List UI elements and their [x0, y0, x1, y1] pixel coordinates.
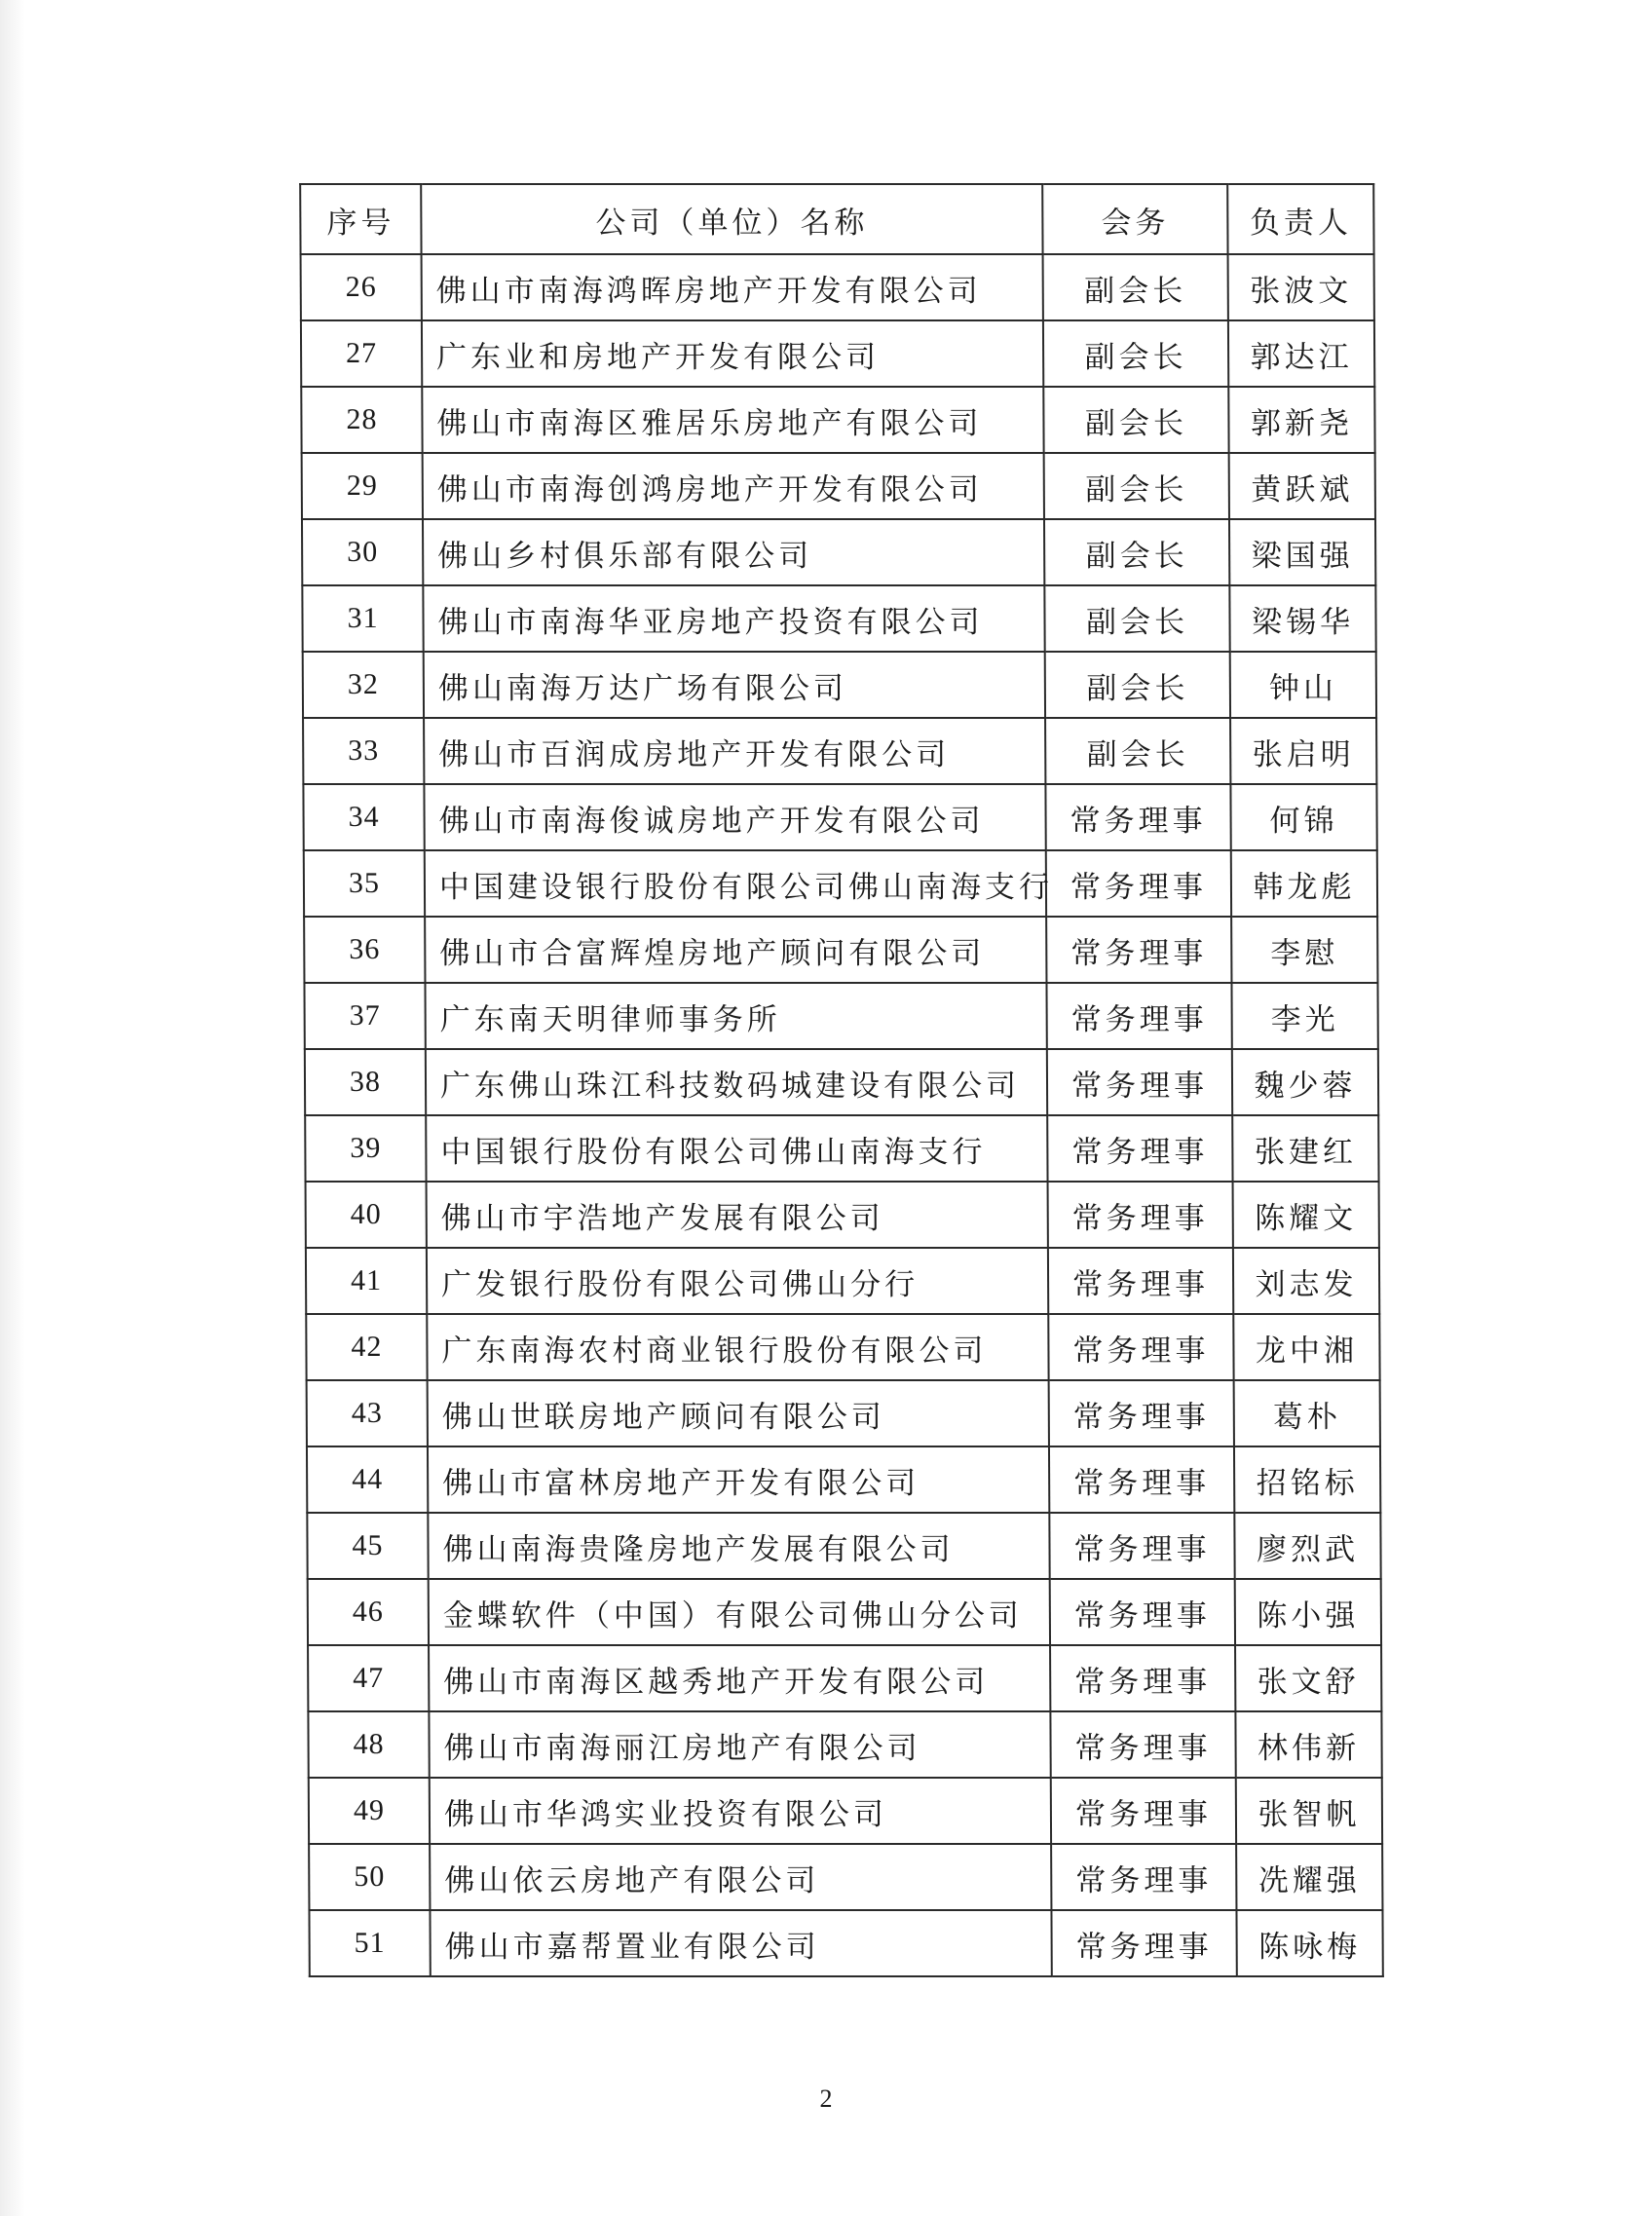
table-row [303, 718, 1376, 784]
serial-number-cell: 50 [309, 1844, 430, 1910]
serial-number-cell: 49 [309, 1778, 430, 1844]
table-row [304, 850, 1377, 917]
person-in-charge-cell: 陈耀文 [1233, 1182, 1379, 1248]
table-row [301, 320, 1374, 387]
table-row [304, 983, 1377, 1049]
association-role-cell: 常务理事 [1049, 1380, 1234, 1446]
association-role-cell: 常务理事 [1048, 1248, 1233, 1314]
association-role-cell: 常务理事 [1047, 1115, 1232, 1182]
company-name-cell: 佛山乡村俱乐部有限公司 [423, 519, 1044, 585]
serial-number-cell: 46 [308, 1579, 429, 1645]
association-role-cell: 副会长 [1043, 320, 1228, 387]
association-role-cell: 常务理事 [1049, 1513, 1234, 1579]
association-role-cell: 常务理事 [1051, 1844, 1236, 1910]
serial-number-cell: 37 [304, 983, 425, 1049]
association-role-cell: 常务理事 [1046, 983, 1231, 1049]
person-in-charge-cell: 张启明 [1230, 718, 1376, 784]
serial-number-cell: 42 [306, 1314, 427, 1380]
table-row [302, 519, 1375, 585]
table-row [309, 1910, 1382, 1976]
serial-number-cell: 31 [302, 585, 423, 652]
table-row [305, 1049, 1378, 1115]
serial-number-cell: 28 [301, 387, 422, 453]
company-name-cell: 佛山南海万达广场有限公司 [424, 652, 1045, 718]
serial-number-cell: 41 [306, 1248, 427, 1314]
person-in-charge-cell: 张智帆 [1236, 1778, 1382, 1844]
association-role-cell: 常务理事 [1048, 1182, 1233, 1248]
table-row [307, 1446, 1380, 1513]
scan-edge [0, 0, 25, 2216]
table-row [306, 1314, 1379, 1380]
header-person-in-charge: 负责人 [1227, 184, 1373, 254]
serial-number-cell: 26 [301, 254, 422, 320]
table-row [306, 1248, 1379, 1314]
person-in-charge-cell: 陈小强 [1235, 1579, 1381, 1645]
serial-number-cell: 30 [302, 519, 423, 585]
table-row [309, 1778, 1382, 1844]
table-row [307, 1380, 1380, 1446]
person-in-charge-cell: 郭新尧 [1228, 387, 1374, 453]
person-in-charge-cell: 冼耀强 [1236, 1844, 1382, 1910]
table-row [301, 254, 1374, 320]
association-role-cell: 副会长 [1043, 387, 1228, 453]
association-role-cell: 常务理事 [1046, 850, 1231, 917]
table-row [308, 1711, 1381, 1778]
company-name-cell: 佛山市嘉帮置业有限公司 [430, 1910, 1051, 1976]
person-in-charge-cell: 张文舒 [1235, 1645, 1381, 1711]
person-in-charge-cell: 李慰 [1231, 917, 1377, 983]
table-row [303, 784, 1376, 850]
serial-number-cell: 27 [301, 320, 422, 387]
table-row [305, 1115, 1378, 1182]
table-row [309, 1844, 1382, 1910]
association-role-cell: 常务理事 [1051, 1778, 1236, 1844]
company-name-cell: 佛山市宇浩地产发展有限公司 [427, 1182, 1048, 1248]
serial-number-cell: 32 [303, 652, 424, 718]
company-name-cell: 佛山市南海鸿晖房地产开发有限公司 [422, 254, 1043, 320]
company-name-cell: 佛山南海贵隆房地产发展有限公司 [428, 1513, 1049, 1579]
association-role-cell: 常务理事 [1050, 1711, 1235, 1778]
association-role-cell: 副会长 [1044, 585, 1229, 652]
person-in-charge-cell: 葛朴 [1234, 1380, 1380, 1446]
association-role-cell: 常务理事 [1050, 1645, 1235, 1711]
header-company-name: 公司（单位）名称 [421, 184, 1042, 254]
serial-number-cell: 38 [305, 1049, 426, 1115]
serial-number-cell: 33 [303, 718, 424, 784]
serial-number-cell: 35 [304, 850, 425, 917]
table-row [301, 387, 1374, 453]
serial-number-cell: 45 [307, 1513, 428, 1579]
association-role-cell: 副会长 [1044, 519, 1229, 585]
serial-number-cell: 40 [306, 1182, 427, 1248]
person-in-charge-cell: 梁锡华 [1229, 585, 1375, 652]
table-row [304, 917, 1377, 983]
association-role-cell: 副会长 [1045, 652, 1230, 718]
person-in-charge-cell: 廖烈武 [1234, 1513, 1380, 1579]
company-name-cell: 佛山市百润成房地产开发有限公司 [424, 718, 1045, 784]
serial-number-cell: 47 [308, 1645, 429, 1711]
table-row [308, 1645, 1381, 1711]
company-name-cell: 广发银行股份有限公司佛山分行 [427, 1248, 1048, 1314]
serial-number-cell: 29 [302, 453, 423, 519]
company-name-cell: 广东业和房地产开发有限公司 [422, 320, 1043, 387]
member-table-wrapper [299, 183, 1382, 1977]
table-header-row [300, 184, 1373, 254]
table-row [302, 585, 1375, 652]
company-name-cell: 佛山依云房地产有限公司 [430, 1844, 1051, 1910]
association-role-cell: 常务理事 [1048, 1314, 1233, 1380]
company-name-cell: 佛山市华鸿实业投资有限公司 [430, 1778, 1051, 1844]
table-row [307, 1513, 1380, 1579]
table-body [301, 254, 1383, 1976]
member-table [299, 183, 1384, 1977]
person-in-charge-cell: 张波文 [1228, 254, 1374, 320]
association-role-cell: 常务理事 [1045, 784, 1230, 850]
company-name-cell: 广东南天明律师事务所 [425, 983, 1046, 1049]
person-in-charge-cell: 郭达江 [1228, 320, 1374, 387]
person-in-charge-cell: 钟山 [1230, 652, 1376, 718]
company-name-cell: 中国建设银行股份有限公司佛山南海支行 [425, 850, 1046, 917]
company-name-cell: 佛山世联房地产顾问有限公司 [428, 1380, 1049, 1446]
association-role-cell: 常务理事 [1051, 1910, 1236, 1976]
serial-number-cell: 39 [305, 1115, 426, 1182]
company-name-cell: 佛山市南海俊诚房地产开发有限公司 [424, 784, 1045, 850]
page-number: 2 [819, 2085, 833, 2113]
association-role-cell: 常务理事 [1046, 917, 1231, 983]
person-in-charge-cell: 黄跃斌 [1229, 453, 1375, 519]
header-serial-number: 序号 [300, 184, 421, 254]
person-in-charge-cell: 林伟新 [1235, 1711, 1381, 1778]
company-name-cell: 广东佛山珠江科技数码城建设有限公司 [426, 1049, 1047, 1115]
person-in-charge-cell: 何锦 [1230, 784, 1376, 850]
association-role-cell: 副会长 [1043, 254, 1228, 320]
person-in-charge-cell: 刘志发 [1233, 1248, 1379, 1314]
person-in-charge-cell: 韩龙彪 [1231, 850, 1377, 917]
company-name-cell: 佛山市富林房地产开发有限公司 [428, 1446, 1049, 1513]
table-row [302, 453, 1375, 519]
association-role-cell: 副会长 [1044, 453, 1229, 519]
company-name-cell: 金蝶软件（中国）有限公司佛山分公司 [429, 1579, 1050, 1645]
serial-number-cell: 51 [309, 1910, 430, 1976]
serial-number-cell: 48 [308, 1711, 429, 1778]
table-row [306, 1182, 1379, 1248]
company-name-cell: 佛山市南海创鸿房地产开发有限公司 [423, 453, 1044, 519]
company-name-cell: 中国银行股份有限公司佛山南海支行 [426, 1115, 1047, 1182]
table-row [308, 1579, 1381, 1645]
person-in-charge-cell: 魏少蓉 [1232, 1049, 1378, 1115]
serial-number-cell: 44 [307, 1446, 428, 1513]
person-in-charge-cell: 龙中湘 [1233, 1314, 1379, 1380]
header-association-role: 会务 [1042, 184, 1227, 254]
serial-number-cell: 36 [304, 917, 425, 983]
company-name-cell: 佛山市南海华亚房地产投资有限公司 [423, 585, 1044, 652]
association-role-cell: 常务理事 [1049, 1446, 1234, 1513]
serial-number-cell: 43 [307, 1380, 428, 1446]
association-role-cell: 副会长 [1045, 718, 1230, 784]
serial-number-cell: 34 [303, 784, 424, 850]
person-in-charge-cell: 陈咏梅 [1236, 1910, 1382, 1976]
person-in-charge-cell: 张建红 [1232, 1115, 1378, 1182]
association-role-cell: 常务理事 [1047, 1049, 1232, 1115]
association-role-cell: 常务理事 [1050, 1579, 1235, 1645]
company-name-cell: 广东南海农村商业银行股份有限公司 [427, 1314, 1048, 1380]
company-name-cell: 佛山市南海丽江房地产有限公司 [429, 1711, 1050, 1778]
person-in-charge-cell: 李光 [1231, 983, 1377, 1049]
table-row [303, 652, 1376, 718]
company-name-cell: 佛山市南海区雅居乐房地产有限公司 [422, 387, 1043, 453]
person-in-charge-cell: 梁国强 [1229, 519, 1375, 585]
person-in-charge-cell: 招铭标 [1234, 1446, 1380, 1513]
company-name-cell: 佛山市南海区越秀地产开发有限公司 [429, 1645, 1050, 1711]
company-name-cell: 佛山市合富辉煌房地产顾问有限公司 [425, 917, 1046, 983]
